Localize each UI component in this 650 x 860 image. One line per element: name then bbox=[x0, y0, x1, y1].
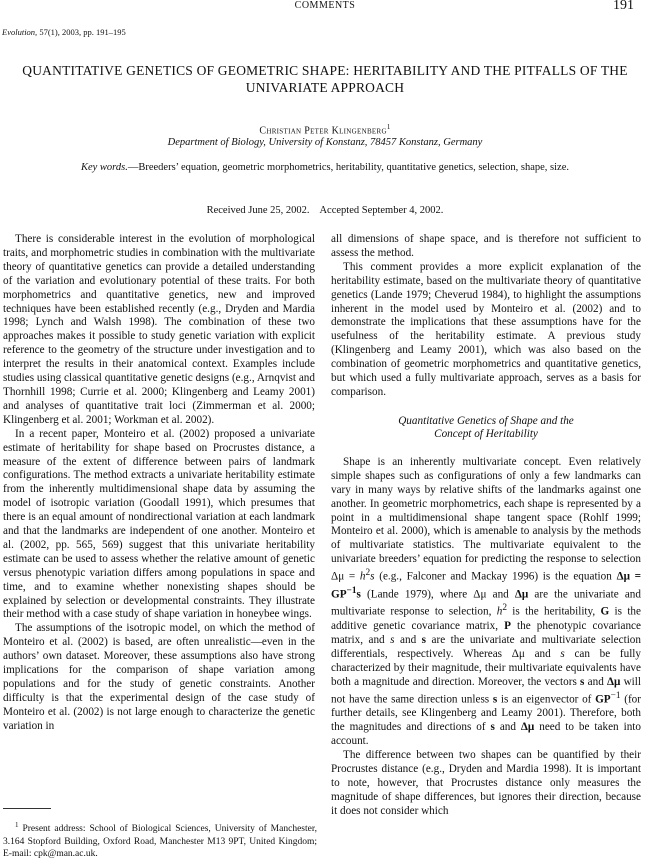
page-number: 191 bbox=[613, 0, 634, 13]
symbol-P: P bbox=[504, 620, 511, 633]
author-text: Christian Peter Klingenberg bbox=[259, 125, 387, 137]
title-line-1: QUANTITATIVE GENETICS OF GEOMETRIC SHAPE: HERITABILITY AND THE PITFALLS OF THE bbox=[22, 63, 628, 78]
keywords-label: Key words. bbox=[80, 162, 128, 173]
superscript: −1 bbox=[346, 585, 357, 596]
superscript: 2 bbox=[502, 603, 507, 614]
symbol-s: s bbox=[390, 633, 395, 646]
keywords bbox=[0, 162, 650, 173]
footnote-text bbox=[3, 819, 317, 860]
superscript: −1 bbox=[610, 690, 621, 701]
paragraph: This comment provides a more explicit explanation of the heritability estimate, based on the multivariate theory of quantitative genetics (Lande 1979; Cheverud 1984), to highlight the assumptions inherent in the model used by Monteiro et al. (2002) and to demonstrate the implications that these assumptions have for the usefulness of the heritability estimate. A previous study (Klingenberg and Leamy 2001), which was also based on the combination of geometric morphometrics and quantitative genetics, but which used a fully multivariate approach, serves as a basis for comparison. bbox=[331, 260, 641, 398]
text-run: the phenotypic covariance matrix, and bbox=[331, 620, 641, 646]
section-heading bbox=[331, 415, 641, 442]
footnote-body: Present address: School of Biological Sciences, University of Manchester, 3.164 Stopford Building, Oxford Road, Manchester M13 9PT, United Kingdom; E-mail: cpk@man.ac.uk. bbox=[3, 824, 317, 859]
left-column bbox=[3, 233, 315, 734]
title-line-2: UNIVARIATE APPROACH bbox=[245, 80, 405, 95]
footnote-rule bbox=[3, 808, 51, 809]
paragraph bbox=[331, 456, 641, 749]
footnote bbox=[3, 808, 317, 860]
text-run: is an eigenvector of bbox=[497, 693, 596, 706]
text-run: is the heritability, bbox=[506, 606, 601, 619]
symbol-delta-mu: Δμ bbox=[607, 675, 621, 688]
paragraph: all dimensions of shape space, and is therefore not sufficient to assess the method. bbox=[331, 233, 641, 259]
author-name bbox=[0, 123, 650, 136]
text-run: need to be taken into account. bbox=[331, 721, 641, 748]
equation: Δμ = GP bbox=[331, 570, 641, 601]
journal-name: Evolution, bbox=[2, 27, 38, 37]
symbol-s: s bbox=[356, 588, 361, 601]
footnote-marker: 1 bbox=[15, 821, 19, 829]
symbol-s: s bbox=[370, 570, 375, 583]
keywords-text: —Breeders’ equation, geometric morphometrics, heritability, quantitative genetics, selection, shape, size. bbox=[127, 162, 570, 173]
section-heading-line-1: Quantitative Genetics of Shape and the bbox=[398, 414, 574, 427]
running-head-section: COMMENTS bbox=[294, 0, 356, 11]
author-footnote-marker: 1 bbox=[386, 123, 391, 131]
superscript: 2 bbox=[365, 568, 371, 579]
symbol-s: s bbox=[560, 647, 565, 660]
text-run: (for further details, see Klingenberg and Leamy 2001). Therefore, both the magnitudes and directions of bbox=[331, 693, 641, 734]
right-column bbox=[331, 233, 641, 818]
symbol-G: G bbox=[600, 606, 610, 619]
affiliation: Department of Biology, University of Konstanz, 78457 Konstanz, Germany bbox=[167, 137, 483, 148]
text-run: can be fully characterized by their magnitude, their multivariate equivalents have both a magnitude and direction. Moreover, the vectors bbox=[331, 647, 642, 688]
symbol-s: s bbox=[580, 675, 585, 688]
received-accepted-dates: Received June 25, 2002. Accepted September 4, 2002. bbox=[206, 205, 444, 216]
text-run: will not have the same direction unless bbox=[331, 675, 642, 706]
citation-details: 57(1), 2003, pp. 191–195 bbox=[37, 27, 126, 37]
text-run: (Lande 1979), where Δμ and bbox=[360, 588, 515, 601]
paragraph: The difference between two shapes can be quantified by their Procrustes distance (e.g., Dryden and Mardia 1998). It is important to note, however, that Procrustes distance only measures the magnitude of shape differences, but ignores their direction, because it does not consider which bbox=[331, 748, 641, 817]
text-run: are the univariate and multivariate response to selection, bbox=[331, 588, 641, 619]
symbol-delta-mu: Δμ bbox=[520, 721, 535, 734]
paragraph: There is considerable interest in the evolution of morphological traits, and morphometric studies in combination with the multivariate theory of quantitative genetics can provide a detailed understanding of the variation and evolutionary potential of these traits. For both morphometrics and quantitative genetics, new and improved techniques have been established recently (e.g., Dryden and Mardia 1998; Lynch and Walsh 1998). The combination of these two approaches makes it possible to study genetic variation with explicit reference to the geometry of the structure under investigation and to interpret the results in their anatomical context. Examples include studies using classical quantitative genetic designs (e.g., Arnqvist and Thornhill 1998; Currie et al. 2000; Klingenberg and Leamy 2001) and analyses of quantitative trait loci (Zimmerman et al. 2000; Klingenberg et al. 2001; Workman et al. 2002). bbox=[3, 233, 315, 426]
text-run: Shape is an inherently multivariate concept. Even relatively simple shapes such as configurations of only a few landmarks can vary in many ways by relative shifts of the landmarks against one another. In geometric morphometrics, each shape is represented by a point in a multidimensional shape tangent space (Rohlf 1999; Monteiro et al. 2000), which is amenable to analysis by the methods of multivariate statistics. The multivariate equivalent to the univariate breeders’ equation for predicting the response to selection Δμ = bbox=[331, 455, 641, 583]
text-run: and bbox=[394, 633, 422, 646]
journal-citation bbox=[2, 27, 126, 37]
symbol-h: h bbox=[359, 570, 366, 583]
text-run: and bbox=[584, 675, 608, 688]
symbol-s: s bbox=[421, 633, 427, 646]
symbol-GP: GP bbox=[595, 693, 611, 706]
symbol-delta-mu: Δμ bbox=[514, 588, 529, 601]
symbol-h: h bbox=[496, 606, 503, 619]
running-head bbox=[0, 0, 650, 14]
text-run: and bbox=[494, 721, 521, 734]
text-run: is the additive genetic covariance matrix, bbox=[331, 606, 641, 633]
paragraph: In a recent paper, Monteiro et al. (2002) proposed a univariate estimate of heritability for shape based on Procrustes distance, a measure of the extent of difference between pairs of landmark configurations. The method extracts a univariate heritability estimate from the inherently multidimensional shape data by assuming the model of isotropic variation (Goodall 1991), which presumes that there is an equal amount of nondirectional variation at each landmark and that the landmarks are independent of one another. Monteiro et al. (2002, pp. 565, 569) suggest that this univariate heritability estimate can be used to assess whether the relative amount of genetic versus phenotypic variation differs among populations in space and time, and to examine whether nonexisting shapes should be explained by selection or developmental constraints. They illustrate their method with a case study of shape variation in honeybee wings. bbox=[3, 427, 315, 621]
symbol-s: s bbox=[492, 693, 498, 706]
text-run: (e.g., Falconer and Mackay 1996) is the equation bbox=[374, 570, 617, 583]
article-title bbox=[0, 62, 650, 96]
symbol-s: s bbox=[490, 721, 495, 734]
text-run: are the univariate and multivariate selection differentials, respectively. Whereas Δμ and bbox=[331, 633, 641, 660]
section-heading-line-2: Concept of Heritability bbox=[434, 428, 538, 441]
paragraph: The assumptions of the isotropic model, on which the method of Monteiro et al. (2002) is based, are often unrealistic—even in the authors’ own dataset. Moreover, these assumptions also have strong implications for the comparison of shape variation among populations and for the study of genetic constraints. Another difficulty is that the experimental design of the case study of Monteiro et al. (2002) is not large enough to characterize the genetic variation in bbox=[3, 622, 315, 732]
